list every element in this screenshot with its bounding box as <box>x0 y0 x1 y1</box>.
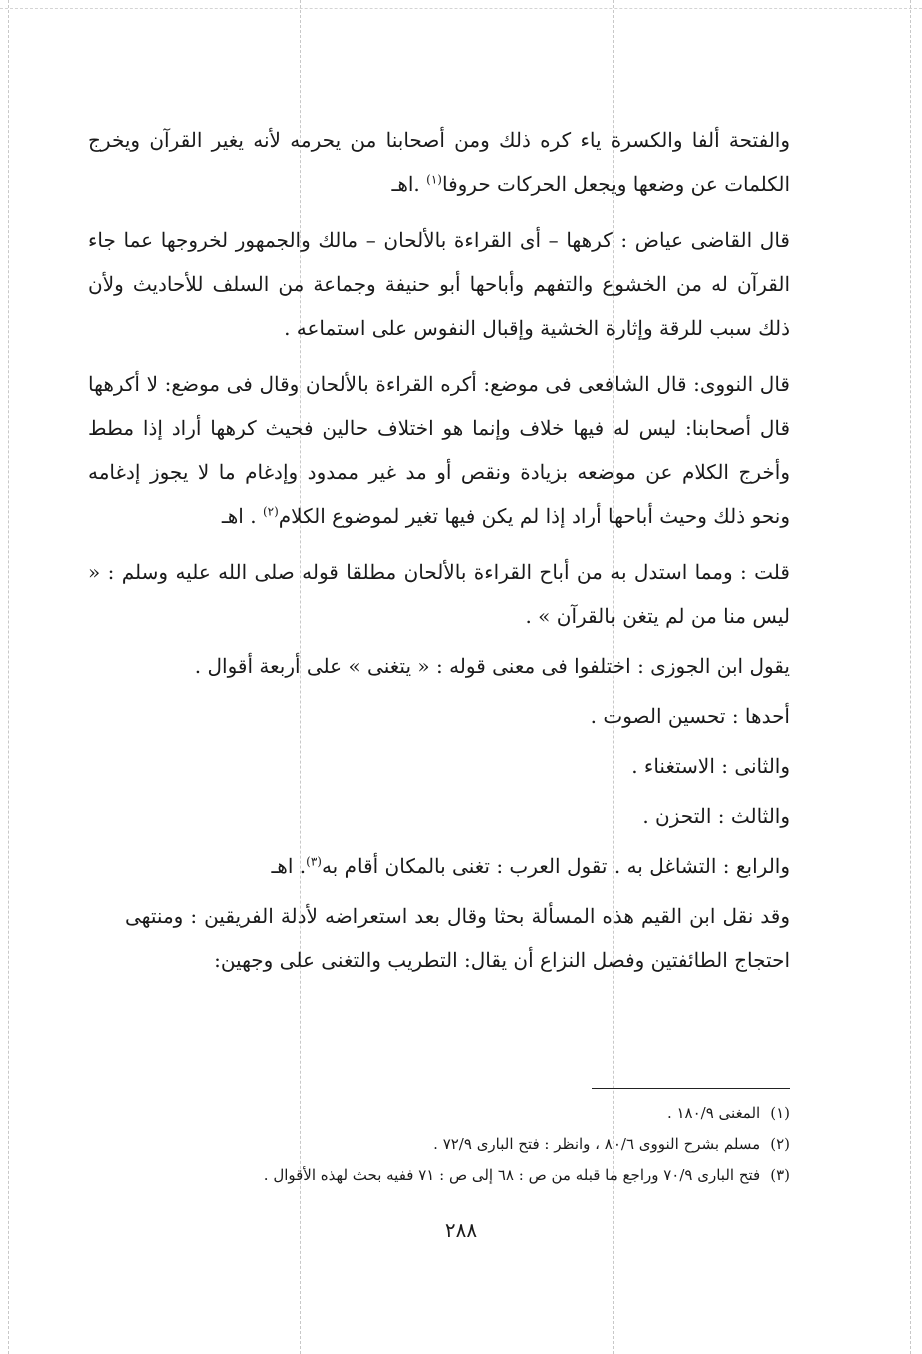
footnote-text: المغنى ١٨٠/٩ . <box>666 1104 761 1122</box>
footnotes <box>120 1098 790 1191</box>
page-body <box>88 118 790 982</box>
paragraph-6: وقد نقل ابن القيم هذه المسألة بحثا وقال بعد استعراضه لأدلة الفريقين : ومنتهى احتجاج الطائفتين وفصل النزاع أن يقال: التطريب والتغنى على وجهين: <box>125 904 790 972</box>
paragraph-end: .اهـ <box>391 172 427 196</box>
footnote-number: (٢) <box>770 1135 790 1153</box>
paragraph-2: قال القاضى عياض : كرهها – أى القراءة بالألحان – مالك والجمهور لخروجها عما جاء القرآن له من الخشوع والتفهم وأباحها أبو حنيفة وجماعة من السلف للأحاديث ولأن ذلك سبب للرقة وإثارة الخشية وإقبال النفوس على استماعه . <box>88 228 790 340</box>
list-item-4 <box>88 844 790 888</box>
footnote-number: (٣) <box>770 1166 790 1184</box>
list-item-1: أحدها : تحسين الصوت . <box>590 704 790 728</box>
list-item-3: والثالث : التحزن . <box>642 804 790 828</box>
list-item-2: والثانى : الاستغناء . <box>631 754 790 778</box>
paragraph-text: والفتحة ألفا والكسرة ياء كره ذلك ومن أصحابنا من يحرمه لأنه يغير القرآن ويخرج الكلمات عن وضعها ويجعل الحركات حروفا <box>88 128 790 196</box>
footnote-divider <box>592 1088 790 1089</box>
footnote-text: فتح البارى ٧٠/٩ وراجع ما قبله من ص : ٦٨ إلى ص : ٧١ ففيه بحث لهذه الأقوال . <box>263 1166 761 1184</box>
page-number: ٢٨٨ <box>444 1218 478 1242</box>
scan-guide-line <box>8 0 9 1354</box>
paragraph-end: . اهـ <box>221 504 263 528</box>
footnote-ref-1[interactable]: (١) <box>426 172 442 187</box>
paragraph-5: يقول ابن الجوزى : اختلفوا فى معنى قوله : « يتغنى » على أربعة أقوال . <box>194 654 790 678</box>
footnote-ref-2[interactable]: (٢) <box>262 504 279 519</box>
list-item-end: . اهـ <box>271 854 307 878</box>
footnote-text: مسلم بشرح النووى ٨٠/٦ ، وانظر : فتح البارى ٧٢/٩ . <box>433 1135 761 1153</box>
scan-guide-line <box>910 0 911 1354</box>
paragraph-text: قال النووى: قال الشافعى فى موضع: أكره القراءة بالألحان وقال فى موضع: لا أكرهها قال أصحابنا: ليس له فيها خلاف وإنما هو اختلاف حالين فحيث كرهها أراد إذا مطط وأخرج الكلام عن موضعه بزيادة ونقص أو مد غير ممدود وإدغام ما لا يجوز إدغامه ونحو ذلك وحيث أباحها أراد إذا لم يكن فيها تغير لموضوع الكلام <box>88 372 790 528</box>
footnote-2 <box>120 1129 790 1160</box>
paragraph-3 <box>88 362 790 538</box>
paragraph-1 <box>88 118 790 206</box>
footnote-number: (١) <box>770 1104 790 1122</box>
scan-guide-line <box>0 8 922 9</box>
footnote-1 <box>120 1098 790 1129</box>
footnote-3 <box>120 1160 790 1191</box>
paragraph-4: قلت : ومما استدل به من أباح القراءة بالألحان مطلقا قوله صلى الله عليه وسلم : « ليس منا من لم يتغن بالقرآن » . <box>88 560 790 628</box>
list-item-text: والرابع : التشاغل به . تقول العرب : تغنى بالمكان أقام به <box>321 854 790 878</box>
footnote-ref-3[interactable]: (٣) <box>306 854 322 869</box>
